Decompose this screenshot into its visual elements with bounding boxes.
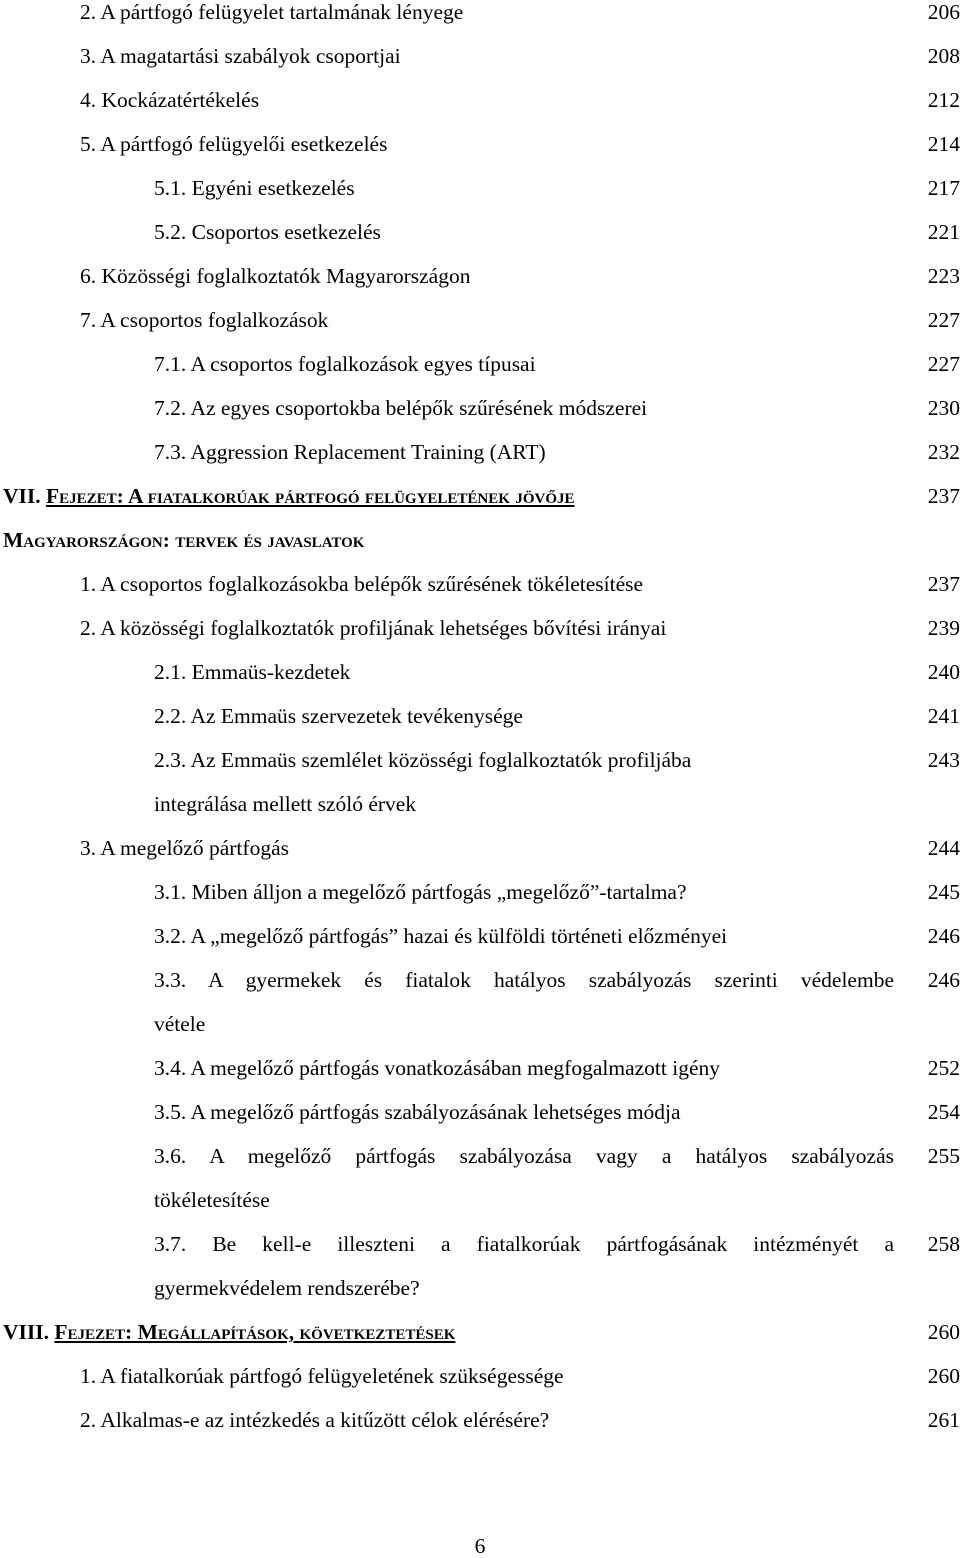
toc-entry[interactable] xyxy=(0,440,960,484)
toc-entry[interactable] xyxy=(0,660,960,704)
toc-entry[interactable] xyxy=(0,396,960,440)
toc-entry[interactable] xyxy=(0,924,960,968)
toc-entry[interactable] xyxy=(0,308,960,352)
toc-entry-page: 206 xyxy=(927,0,960,24)
chapter-number: VII. xyxy=(3,484,41,508)
toc-entry-title: 3.4. A megelőző pártfogás vonatkozásában megfogalmazott igény xyxy=(154,1056,720,1080)
toc-entry[interactable] xyxy=(0,880,960,924)
toc-entry[interactable] xyxy=(0,836,960,880)
toc-entry-page: 243 xyxy=(927,748,960,772)
toc-entry[interactable] xyxy=(0,616,960,660)
toc-entry-page: 260 xyxy=(927,1320,960,1344)
toc-entry-title: 7.3. Aggression Replacement Training (ART) xyxy=(154,440,546,464)
toc-entry-page: 232 xyxy=(927,440,960,464)
toc-entry-title-continued: tökéletesítése xyxy=(154,1188,270,1212)
toc-entry-title: 3.2. A „megelőző pártfogás” hazai és külföldi történeti előzményei xyxy=(154,924,728,948)
toc-entry-page: 212 xyxy=(927,88,960,112)
toc-entry[interactable] xyxy=(0,88,960,132)
toc-entry-title: 3. A magatartási szabályok csoportjai xyxy=(80,44,401,68)
toc-entry[interactable] xyxy=(0,748,960,836)
toc-entry[interactable] xyxy=(0,220,960,264)
toc-entry-title: 1. A fiatalkorúak pártfogó felügyeletének szükségessége xyxy=(80,1364,564,1388)
page-number: 6 xyxy=(474,1534,486,1558)
toc-entry-title-continued: vétele xyxy=(154,1012,206,1036)
toc-entry-title: 6. Közösségi foglalkoztatók Magyarországon xyxy=(80,264,471,288)
toc-entry-page: 230 xyxy=(927,396,960,420)
toc-entry-page: 244 xyxy=(927,836,960,860)
toc-entry-title-continued: gyermekvédelem rendszerébe? xyxy=(154,1276,420,1300)
chapter-title-line1: Fejezet: A fiatalkorúak pártfogó felügyeletének jövője xyxy=(46,484,575,508)
toc-entry-page: 246 xyxy=(927,968,960,992)
chapter-title-line2: Magyarországon: tervek és javaslatok xyxy=(3,528,365,552)
toc-entry-page: 208 xyxy=(927,44,960,68)
toc-entry[interactable] xyxy=(0,1100,960,1144)
toc-entry-title: 3.5. A megelőző pártfogás szabályozásának lehetséges módja xyxy=(154,1100,681,1124)
toc-entry-page: 254 xyxy=(927,1100,960,1124)
toc-entry[interactable] xyxy=(0,968,960,1056)
toc-entry-title: 1. A csoportos foglalkozásokba belépők szűrésének tökéletesítése xyxy=(80,572,644,596)
toc-entry-title: 3. A megelőző pártfogás xyxy=(80,836,289,860)
toc-entry-page: 240 xyxy=(927,660,960,684)
toc-entry[interactable] xyxy=(0,44,960,88)
toc-chapter-heading[interactable] xyxy=(0,484,960,572)
toc-entry[interactable] xyxy=(0,176,960,220)
toc-entry-title: 3.6. A megelőző pártfogás szabályozása vagy a hatályos szabályozás xyxy=(154,1144,894,1168)
toc-entry-page: 241 xyxy=(927,704,960,728)
toc-entry[interactable] xyxy=(0,132,960,176)
toc-entry[interactable] xyxy=(0,704,960,748)
toc-entry[interactable] xyxy=(0,264,960,308)
toc-entry[interactable] xyxy=(0,1056,960,1100)
toc-entry-page: 255 xyxy=(927,1144,960,1168)
toc-entry-title: 4. Kockázatértékelés xyxy=(80,88,260,112)
toc-entry-title: 3.7. Be kell-e illeszteni a fiatalkorúak pártfogásának intézményét a xyxy=(154,1232,894,1256)
toc-entry-title: 3.1. Miben álljon a megelőző pártfogás „megelőző”-tartalma? xyxy=(154,880,687,904)
toc-entry[interactable] xyxy=(0,1364,960,1408)
toc-entry-page: 239 xyxy=(927,616,960,640)
toc-entry-page: 214 xyxy=(927,132,960,156)
toc-entry[interactable] xyxy=(0,572,960,616)
toc-entry-page: 227 xyxy=(927,308,960,332)
toc-entry-page: 217 xyxy=(927,176,960,200)
toc-entry[interactable] xyxy=(0,1408,960,1452)
chapter-number: VIII. xyxy=(3,1320,50,1344)
toc-entry-page: 223 xyxy=(927,264,960,288)
toc-entry-page: 258 xyxy=(927,1232,960,1256)
toc-entry-page: 221 xyxy=(927,220,960,244)
toc-entry-page: 260 xyxy=(927,1364,960,1388)
toc-entry-title: 7.2. Az egyes csoportokba belépők szűrésének módszerei xyxy=(154,396,648,420)
toc-entry-title: 5. A pártfogó felügyelői esetkezelés xyxy=(80,132,388,156)
toc-entry-page: 237 xyxy=(927,484,960,508)
toc-entry[interactable] xyxy=(0,1144,960,1232)
toc-entry-title: 2. Alkalmas-e az intézkedés a kitűzött célok elérésére? xyxy=(80,1408,550,1432)
toc-entry[interactable] xyxy=(0,352,960,396)
toc-entry-title: 2.2. Az Emmaüs szervezetek tevékenysége xyxy=(154,704,523,728)
toc-entry-title: 2.3. Az Emmaüs szemlélet közösségi foglalkoztatók profiljába xyxy=(154,748,692,772)
toc-entry-title: 7.1. A csoportos foglalkozások egyes típusai xyxy=(154,352,536,376)
toc-entry[interactable] xyxy=(0,0,960,44)
toc-chapter-heading[interactable] xyxy=(0,1320,960,1364)
toc-entry-page: 252 xyxy=(927,1056,960,1080)
toc-entry-page: 246 xyxy=(927,924,960,948)
chapter-title-line1: Fejezet: Megállapítások, következtetések xyxy=(54,1320,456,1344)
toc-entry-page: 237 xyxy=(927,572,960,596)
toc-entry-title-continued: integrálása mellett szóló érvek xyxy=(154,792,417,816)
toc-entry-title: 2. A pártfogó felügyelet tartalmának lényege xyxy=(80,0,464,24)
toc-entry-page: 245 xyxy=(927,880,960,904)
toc-entry-title: 5.1. Egyéni esetkezelés xyxy=(154,176,355,200)
toc-entry-title: 7. A csoportos foglalkozások xyxy=(80,308,329,332)
toc-entry-title: 3.3. A gyermekek és fiatalok hatályos szabályozás szerinti védelembe xyxy=(154,968,894,992)
toc-entry-page: 227 xyxy=(927,352,960,376)
toc-entry-title: 2.1. Emmaüs-kezdetek xyxy=(154,660,351,684)
toc-entry-page: 261 xyxy=(927,1408,960,1432)
toc-entry[interactable] xyxy=(0,1232,960,1320)
toc-entry-title: 5.2. Csoportos esetkezelés xyxy=(154,220,381,244)
toc-entry-title: 2. A közösségi foglalkoztatók profiljának lehetséges bővítési irányai xyxy=(80,616,667,640)
